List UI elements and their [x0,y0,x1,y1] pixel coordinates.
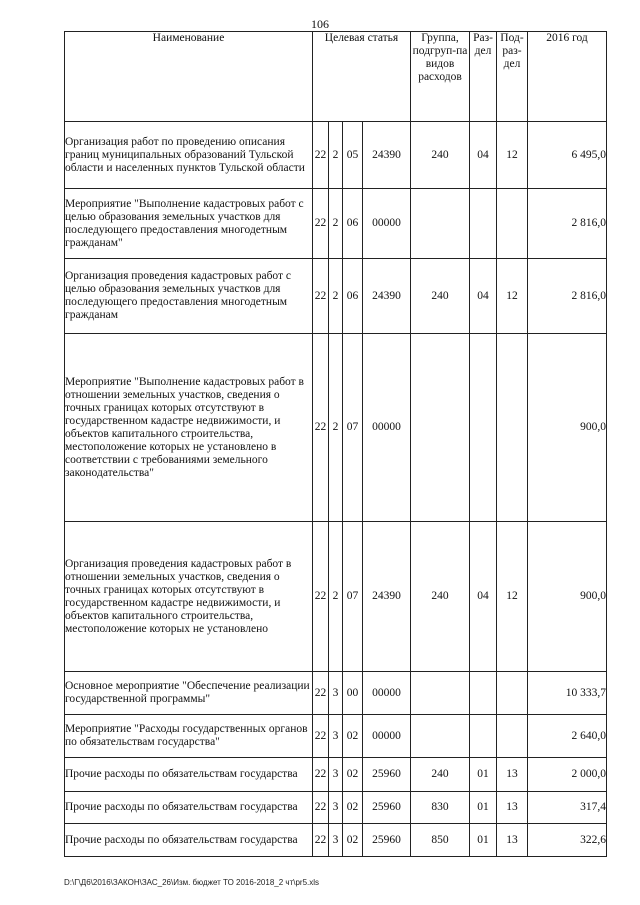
table-row [65,792,607,824]
amount-2016: 10 333,7 [528,672,607,715]
subsection-code: 13 [497,758,528,792]
table-row [65,758,607,792]
expense-group [411,334,470,522]
expense-group [411,672,470,715]
target-code-event: 07 [343,522,363,672]
target-code-event: 02 [343,824,363,857]
row-name: Прочие расходы по обязательствам государства [65,758,313,792]
section-code [470,672,497,715]
expense-group: 240 [411,122,470,189]
subsection-code [497,672,528,715]
target-code-program: 22 [313,715,329,758]
target-code-subprogram: 3 [329,824,343,857]
amount-2016: 6 495,0 [528,122,607,189]
target-code-program: 22 [313,189,329,259]
target-code-direction: 00000 [363,189,411,259]
section-code: 04 [470,122,497,189]
header-group: Группа, подгруп-па видов расходов [411,32,470,122]
section-code: 01 [470,758,497,792]
amount-2016: 900,0 [528,522,607,672]
target-code-subprogram: 2 [329,334,343,522]
row-name: Мероприятие "Выполнение кадастровых работ с целью образования земельных участков для последующего предоставления многодетным гражданам" [65,189,313,259]
row-name: Основное мероприятие "Обеспечение реализации государственной программы" [65,672,313,715]
expense-group: 240 [411,522,470,672]
target-code-event: 06 [343,189,363,259]
expense-group: 830 [411,792,470,824]
target-code-subprogram: 3 [329,792,343,824]
target-code-program: 22 [313,334,329,522]
amount-2016: 317,4 [528,792,607,824]
target-code-subprogram: 2 [329,122,343,189]
row-name: Организация проведения кадастровых работ с целью образования земельных участков для последующего предоставления многодетным гражданам [65,259,313,334]
target-code-direction: 00000 [363,672,411,715]
target-code-program: 22 [313,522,329,672]
target-code-subprogram: 3 [329,758,343,792]
target-code-subprogram: 2 [329,522,343,672]
target-code-direction: 24390 [363,259,411,334]
target-code-direction: 00000 [363,715,411,758]
target-code-program: 22 [313,259,329,334]
table-row [65,522,607,672]
subsection-code [497,189,528,259]
target-code-event: 02 [343,792,363,824]
target-code-program: 22 [313,792,329,824]
target-code-program: 22 [313,824,329,857]
target-code-subprogram: 3 [329,672,343,715]
section-code [470,189,497,259]
amount-2016: 322,6 [528,824,607,857]
subsection-code: 12 [497,522,528,672]
subsection-code: 13 [497,792,528,824]
subsection-code: 13 [497,824,528,857]
amount-2016: 900,0 [528,334,607,522]
row-name: Мероприятие "Расходы государственных органов по обязательствам государства" [65,715,313,758]
header-subsection: Под-раз-дел [497,32,528,122]
target-code-event: 02 [343,715,363,758]
table-row [65,672,607,715]
target-code-subprogram: 2 [329,189,343,259]
amount-2016: 2 816,0 [528,189,607,259]
target-code-event: 07 [343,334,363,522]
file-path-footer: D:\Г\Д6\2016\ЗАКОН\ЗАС_26\Изм. бюджет ТО 2016-2018_2 чт\pr5.xls [64,878,320,887]
target-code-event: 06 [343,259,363,334]
table-row [65,715,607,758]
table-row [65,259,607,334]
header-target: Целевая статья [313,32,411,122]
section-code: 01 [470,824,497,857]
target-code-direction: 24390 [363,522,411,672]
row-name: Мероприятие "Выполнение кадастровых работ в отношении земельных участков, сведения о точных границах которых отсутствуют в государственном кадастре недвижимости, и объектов капитального строительства, местоположение которых не установлено в соответствии с требованиями земельного законодательства" [65,334,313,522]
row-name: Прочие расходы по обязательствам государства [65,792,313,824]
target-code-direction: 00000 [363,334,411,522]
table-row [65,189,607,259]
expense-group [411,189,470,259]
expense-group: 850 [411,824,470,857]
budget-table [64,31,607,857]
subsection-code [497,715,528,758]
row-name: Организация проведения кадастровых работ в отношении земельных участков, сведения о точных границах которых отсутствуют в государственном кадастре недвижимости, и объектов капитального строительства, местоположение которых не установлено [65,522,313,672]
table-row [65,122,607,189]
row-name: Прочие расходы по обязательствам государства [65,824,313,857]
subsection-code: 12 [497,259,528,334]
target-code-direction: 24390 [363,122,411,189]
subsection-code: 12 [497,122,528,189]
target-code-subprogram: 2 [329,259,343,334]
expense-group: 240 [411,259,470,334]
header-year: 2016 год [528,32,607,122]
subsection-code [497,334,528,522]
target-code-event: 05 [343,122,363,189]
target-code-subprogram: 3 [329,715,343,758]
amount-2016: 2 816,0 [528,259,607,334]
section-code: 01 [470,792,497,824]
section-code [470,715,497,758]
target-code-program: 22 [313,758,329,792]
expense-group: 240 [411,758,470,792]
amount-2016: 2 640,0 [528,715,607,758]
target-code-program: 22 [313,122,329,189]
amount-2016: 2 000,0 [528,758,607,792]
table-header-row [65,32,607,122]
target-code-direction: 25960 [363,824,411,857]
table-row [65,334,607,522]
target-code-event: 00 [343,672,363,715]
section-code [470,334,497,522]
section-code: 04 [470,522,497,672]
header-name: Наименование [65,32,313,122]
target-code-direction: 25960 [363,792,411,824]
target-code-program: 22 [313,672,329,715]
page-number: 106 [311,17,329,31]
header-section: Раз-дел [470,32,497,122]
target-code-direction: 25960 [363,758,411,792]
expense-group [411,715,470,758]
section-code: 04 [470,259,497,334]
target-code-event: 02 [343,758,363,792]
row-name: Организация работ по проведению описания границ муниципальных образований Тульской области и населенных пунктов Тульской области [65,122,313,189]
table-row [65,824,607,857]
